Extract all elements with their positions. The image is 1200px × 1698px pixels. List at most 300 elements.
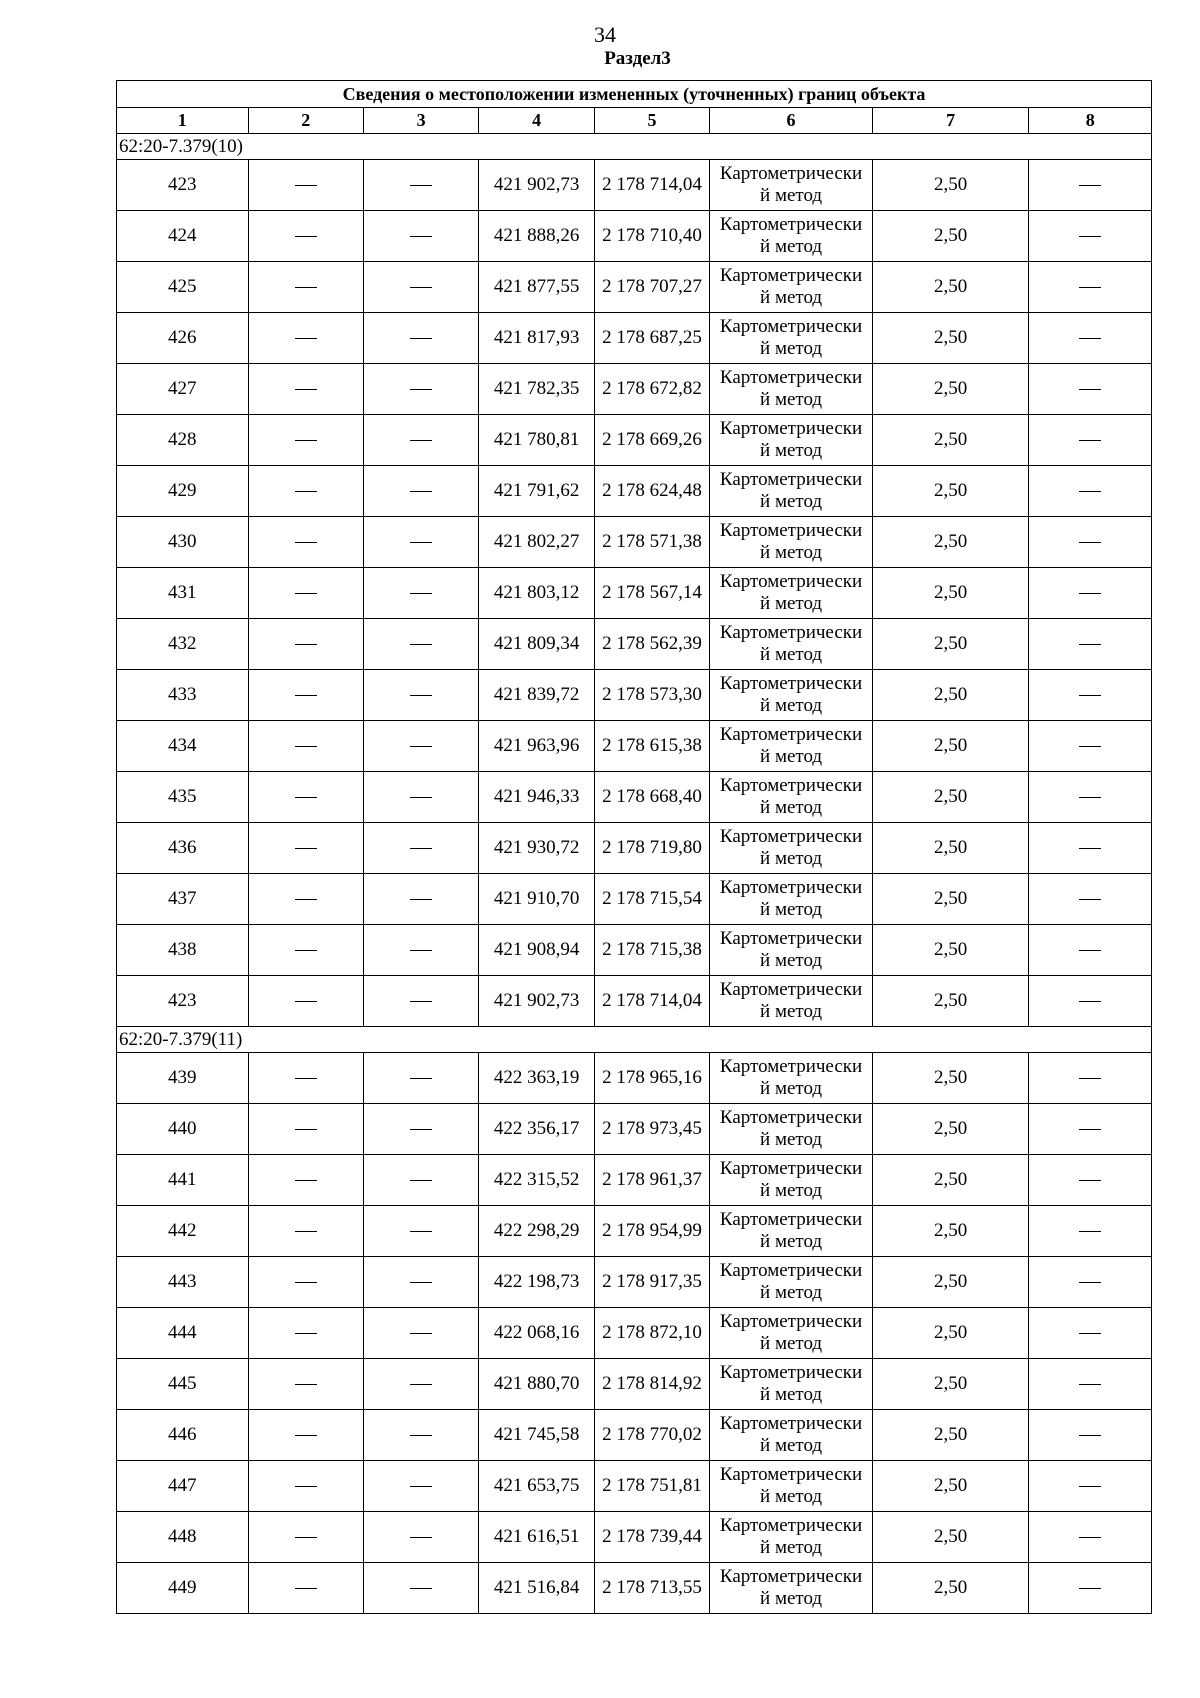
empty-value-cell	[1029, 1563, 1152, 1614]
x-coordinate-cell: 422 198,73	[479, 1257, 594, 1308]
method-cell	[710, 772, 873, 823]
method-cell	[710, 823, 873, 874]
dash-mark	[1079, 1231, 1101, 1232]
x-coordinate-cell: 421 888,26	[479, 211, 594, 262]
point-number-cell: 438	[117, 925, 249, 976]
dash-mark	[1079, 1588, 1101, 1589]
method-cell	[710, 1512, 873, 1563]
dash-mark	[1079, 644, 1101, 645]
empty-value-cell	[363, 1053, 478, 1104]
method-line-1: Картометрически	[719, 571, 863, 592]
y-coordinate-cell: 2 178 954,99	[594, 1206, 709, 1257]
dash-mark	[1079, 746, 1101, 747]
precision-cell: 2,50	[872, 772, 1029, 823]
y-coordinate-cell: 2 178 961,37	[594, 1155, 709, 1206]
precision-cell: 2,50	[872, 313, 1029, 364]
dash-mark	[295, 338, 317, 339]
dash-mark	[1079, 848, 1101, 849]
dash-mark	[410, 185, 432, 186]
method-cell	[710, 517, 873, 568]
method-cell	[710, 415, 873, 466]
dash-mark	[1079, 1282, 1101, 1283]
y-coordinate-cell: 2 178 751,81	[594, 1461, 709, 1512]
precision-cell: 2,50	[872, 670, 1029, 721]
dash-mark	[410, 746, 432, 747]
dash-mark	[295, 1231, 317, 1232]
dash-mark	[295, 1282, 317, 1283]
dash-mark	[1079, 338, 1101, 339]
method-line-2: й метод	[760, 1001, 823, 1022]
empty-value-cell	[248, 1257, 363, 1308]
section-title: Раздел3	[604, 48, 671, 69]
point-number-cell: 432	[117, 619, 249, 670]
method-line-2: й метод	[760, 542, 823, 563]
dash-mark	[295, 1180, 317, 1181]
dash-mark	[410, 1231, 432, 1232]
method-line-2: й метод	[760, 287, 823, 308]
x-coordinate-cell: 421 877,55	[479, 262, 594, 313]
dash-mark	[410, 1537, 432, 1538]
method-line-2: й метод	[760, 1537, 823, 1558]
method-line-2: й метод	[760, 695, 823, 716]
x-coordinate-cell: 421 780,81	[479, 415, 594, 466]
method-line-1: Картометрически	[719, 214, 863, 235]
dash-mark	[410, 1588, 432, 1589]
method-line-2: й метод	[760, 1129, 823, 1150]
y-coordinate-cell: 2 178 707,27	[594, 262, 709, 313]
precision-cell: 2,50	[872, 1053, 1029, 1104]
empty-value-cell	[248, 211, 363, 262]
precision-cell: 2,50	[872, 211, 1029, 262]
table-row	[117, 1206, 1152, 1257]
y-coordinate-cell: 2 178 770,02	[594, 1410, 709, 1461]
empty-value-cell	[248, 568, 363, 619]
dash-mark	[410, 848, 432, 849]
method-line-1: Картометрически	[719, 1158, 863, 1179]
x-coordinate-cell: 421 653,75	[479, 1461, 594, 1512]
empty-value-cell	[363, 466, 478, 517]
group-label: 62:20-7.379(10)	[117, 134, 1152, 160]
precision-cell: 2,50	[872, 1257, 1029, 1308]
dash-mark	[410, 593, 432, 594]
precision-cell: 2,50	[872, 1308, 1029, 1359]
empty-value-cell	[1029, 1104, 1152, 1155]
dash-mark	[410, 1435, 432, 1436]
empty-value-cell	[1029, 262, 1152, 313]
column-number: 6	[710, 108, 873, 134]
method-line-1: Картометрически	[719, 316, 863, 337]
method-line-2: й метод	[760, 1384, 823, 1405]
empty-value-cell	[1029, 364, 1152, 415]
x-coordinate-cell: 421 839,72	[479, 670, 594, 721]
method-line-1: Картометрически	[719, 673, 863, 694]
empty-value-cell	[248, 1563, 363, 1614]
table-row	[117, 925, 1152, 976]
empty-value-cell	[248, 262, 363, 313]
method-line-2: й метод	[760, 746, 823, 767]
point-number-cell: 434	[117, 721, 249, 772]
empty-value-cell	[363, 364, 478, 415]
column-number: 2	[248, 108, 363, 134]
method-line-2: й метод	[760, 236, 823, 257]
x-coordinate-cell: 421 946,33	[479, 772, 594, 823]
x-coordinate-cell: 421 616,51	[479, 1512, 594, 1563]
precision-cell: 2,50	[872, 925, 1029, 976]
dash-mark	[1079, 950, 1101, 951]
x-coordinate-cell: 421 516,84	[479, 1563, 594, 1614]
empty-value-cell	[1029, 1257, 1152, 1308]
group-row	[117, 1027, 1152, 1053]
empty-value-cell	[1029, 670, 1152, 721]
empty-value-cell	[363, 1104, 478, 1155]
method-line-2: й метод	[760, 1486, 823, 1507]
point-number-cell: 429	[117, 466, 249, 517]
empty-value-cell	[248, 1308, 363, 1359]
x-coordinate-cell: 421 745,58	[479, 1410, 594, 1461]
empty-value-cell	[248, 313, 363, 364]
method-line-2: й метод	[760, 1282, 823, 1303]
table-row	[117, 1359, 1152, 1410]
precision-cell: 2,50	[872, 262, 1029, 313]
x-coordinate-cell: 421 930,72	[479, 823, 594, 874]
dash-mark	[1079, 1435, 1101, 1436]
table-row	[117, 1410, 1152, 1461]
empty-value-cell	[363, 1257, 478, 1308]
empty-value-cell	[363, 568, 478, 619]
y-coordinate-cell: 2 178 571,38	[594, 517, 709, 568]
point-number-cell: 439	[117, 1053, 249, 1104]
table-row	[117, 517, 1152, 568]
method-line-2: й метод	[760, 491, 823, 512]
empty-value-cell	[363, 1563, 478, 1614]
y-coordinate-cell: 2 178 669,26	[594, 415, 709, 466]
point-number-cell: 442	[117, 1206, 249, 1257]
y-coordinate-cell: 2 178 714,04	[594, 160, 709, 211]
dash-mark	[295, 950, 317, 951]
method-line-1: Картометрически	[719, 469, 863, 490]
empty-value-cell	[363, 619, 478, 670]
empty-value-cell	[1029, 466, 1152, 517]
x-coordinate-cell: 422 356,17	[479, 1104, 594, 1155]
precision-cell: 2,50	[872, 1461, 1029, 1512]
method-line-2: й метод	[760, 593, 823, 614]
y-coordinate-cell: 2 178 687,25	[594, 313, 709, 364]
table-row	[117, 772, 1152, 823]
column-number: 7	[872, 108, 1029, 134]
dash-mark	[295, 1333, 317, 1334]
empty-value-cell	[363, 1359, 478, 1410]
empty-value-cell	[1029, 1461, 1152, 1512]
precision-cell: 2,50	[872, 568, 1029, 619]
method-line-1: Картометрически	[719, 1413, 863, 1434]
method-line-1: Картометрически	[719, 418, 863, 439]
empty-value-cell	[1029, 568, 1152, 619]
empty-value-cell	[363, 415, 478, 466]
empty-value-cell	[363, 160, 478, 211]
dash-mark	[410, 287, 432, 288]
method-cell	[710, 925, 873, 976]
dash-mark	[1079, 1384, 1101, 1385]
dash-mark	[295, 797, 317, 798]
method-line-1: Картометрически	[719, 1464, 863, 1485]
table-row	[117, 262, 1152, 313]
dash-mark	[410, 644, 432, 645]
table-row	[117, 1461, 1152, 1512]
y-coordinate-cell: 2 178 710,40	[594, 211, 709, 262]
dash-mark	[410, 338, 432, 339]
point-number-cell: 423	[117, 976, 249, 1027]
dash-mark	[1079, 542, 1101, 543]
method-line-1: Картометрически	[719, 1566, 863, 1587]
method-line-1: Картометрически	[719, 1311, 863, 1332]
method-line-1: Картометрически	[719, 622, 863, 643]
x-coordinate-cell: 422 068,16	[479, 1308, 594, 1359]
empty-value-cell	[1029, 925, 1152, 976]
empty-value-cell	[248, 1155, 363, 1206]
empty-value-cell	[1029, 211, 1152, 262]
method-line-2: й метод	[760, 1588, 823, 1609]
method-cell	[710, 1257, 873, 1308]
y-coordinate-cell: 2 178 719,80	[594, 823, 709, 874]
empty-value-cell	[1029, 1206, 1152, 1257]
empty-value-cell	[248, 772, 363, 823]
table-row	[117, 364, 1152, 415]
table-row	[117, 1308, 1152, 1359]
precision-cell: 2,50	[872, 1359, 1029, 1410]
point-number-cell: 428	[117, 415, 249, 466]
method-line-1: Картометрически	[719, 1515, 863, 1536]
empty-value-cell	[248, 415, 363, 466]
table-row	[117, 1512, 1152, 1563]
empty-value-cell	[363, 1461, 478, 1512]
column-number: 5	[594, 108, 709, 134]
empty-value-cell	[363, 670, 478, 721]
point-number-cell: 427	[117, 364, 249, 415]
method-line-1: Картометрически	[719, 775, 863, 796]
precision-cell: 2,50	[872, 874, 1029, 925]
method-line-2: й метод	[760, 797, 823, 818]
dash-mark	[1079, 236, 1101, 237]
method-line-2: й метод	[760, 338, 823, 359]
empty-value-cell	[1029, 976, 1152, 1027]
empty-value-cell	[248, 976, 363, 1027]
method-line-2: й метод	[760, 1333, 823, 1354]
precision-cell: 2,50	[872, 160, 1029, 211]
empty-value-cell	[1029, 1512, 1152, 1563]
empty-value-cell	[1029, 1308, 1152, 1359]
y-coordinate-cell: 2 178 739,44	[594, 1512, 709, 1563]
empty-value-cell	[248, 364, 363, 415]
empty-value-cell	[248, 721, 363, 772]
dash-mark	[1079, 899, 1101, 900]
empty-value-cell	[1029, 415, 1152, 466]
dash-mark	[1079, 287, 1101, 288]
point-number-cell: 423	[117, 160, 249, 211]
empty-value-cell	[248, 517, 363, 568]
y-coordinate-cell: 2 178 715,38	[594, 925, 709, 976]
y-coordinate-cell: 2 178 917,35	[594, 1257, 709, 1308]
empty-value-cell	[363, 211, 478, 262]
precision-cell: 2,50	[872, 1410, 1029, 1461]
empty-value-cell	[363, 1410, 478, 1461]
dash-mark	[295, 542, 317, 543]
dash-mark	[1079, 440, 1101, 441]
method-cell	[710, 1410, 873, 1461]
dash-mark	[1079, 797, 1101, 798]
table-row	[117, 823, 1152, 874]
point-number-cell: 433	[117, 670, 249, 721]
table-row	[117, 1257, 1152, 1308]
method-cell	[710, 1104, 873, 1155]
table-row	[117, 568, 1152, 619]
point-number-cell: 441	[117, 1155, 249, 1206]
dash-mark	[295, 695, 317, 696]
precision-cell: 2,50	[872, 517, 1029, 568]
empty-value-cell	[363, 874, 478, 925]
y-coordinate-cell: 2 178 714,04	[594, 976, 709, 1027]
empty-value-cell	[363, 976, 478, 1027]
y-coordinate-cell: 2 178 713,55	[594, 1563, 709, 1614]
dash-mark	[295, 746, 317, 747]
group-label: 62:20-7.379(11)	[117, 1027, 1152, 1053]
table-row	[117, 976, 1152, 1027]
table-row	[117, 619, 1152, 670]
point-number-cell: 436	[117, 823, 249, 874]
column-number-row	[117, 108, 1152, 134]
method-cell	[710, 1308, 873, 1359]
point-number-cell: 431	[117, 568, 249, 619]
dash-mark	[410, 950, 432, 951]
method-line-1: Картометрически	[719, 520, 863, 541]
empty-value-cell	[363, 1308, 478, 1359]
method-line-1: Картометрически	[719, 1107, 863, 1128]
table-row	[117, 415, 1152, 466]
method-line-1: Картометрически	[719, 826, 863, 847]
method-line-1: Картометрически	[719, 877, 863, 898]
method-line-2: й метод	[760, 440, 823, 461]
method-cell	[710, 262, 873, 313]
y-coordinate-cell: 2 178 573,30	[594, 670, 709, 721]
x-coordinate-cell: 421 902,73	[479, 976, 594, 1027]
column-number: 1	[117, 108, 249, 134]
empty-value-cell	[248, 1410, 363, 1461]
precision-cell: 2,50	[872, 364, 1029, 415]
method-line-2: й метод	[760, 950, 823, 971]
method-cell	[710, 1206, 873, 1257]
method-cell	[710, 364, 873, 415]
dash-mark	[410, 1282, 432, 1283]
table-row	[117, 670, 1152, 721]
table-row	[117, 1104, 1152, 1155]
empty-value-cell	[363, 1206, 478, 1257]
method-cell	[710, 568, 873, 619]
column-number: 8	[1029, 108, 1152, 134]
dash-mark	[410, 1384, 432, 1385]
dash-mark	[295, 185, 317, 186]
method-cell	[710, 1155, 873, 1206]
method-line-1: Картометрически	[719, 1209, 863, 1230]
point-number-cell: 440	[117, 1104, 249, 1155]
x-coordinate-cell: 421 910,70	[479, 874, 594, 925]
method-line-1: Картометрически	[719, 265, 863, 286]
empty-value-cell	[1029, 1155, 1152, 1206]
method-line-2: й метод	[760, 389, 823, 410]
empty-value-cell	[248, 619, 363, 670]
method-line-1: Картометрически	[719, 1056, 863, 1077]
dash-mark	[295, 1384, 317, 1385]
dash-mark	[295, 440, 317, 441]
dash-mark	[295, 644, 317, 645]
x-coordinate-cell: 422 298,29	[479, 1206, 594, 1257]
point-number-cell: 445	[117, 1359, 249, 1410]
point-number-cell: 430	[117, 517, 249, 568]
point-number-cell: 426	[117, 313, 249, 364]
empty-value-cell	[1029, 823, 1152, 874]
empty-value-cell	[248, 1053, 363, 1104]
y-coordinate-cell: 2 178 814,92	[594, 1359, 709, 1410]
method-line-1: Картометрически	[719, 163, 863, 184]
x-coordinate-cell: 421 908,94	[479, 925, 594, 976]
dash-mark	[410, 1129, 432, 1130]
empty-value-cell	[363, 262, 478, 313]
dash-mark	[410, 236, 432, 237]
empty-value-cell	[248, 1461, 363, 1512]
y-coordinate-cell: 2 178 567,14	[594, 568, 709, 619]
table-row	[117, 160, 1152, 211]
dash-mark	[295, 1537, 317, 1538]
empty-value-cell	[248, 874, 363, 925]
method-cell	[710, 211, 873, 262]
point-number-cell: 446	[117, 1410, 249, 1461]
x-coordinate-cell: 422 315,52	[479, 1155, 594, 1206]
x-coordinate-cell: 421 902,73	[479, 160, 594, 211]
dash-mark	[410, 899, 432, 900]
x-coordinate-cell: 421 791,62	[479, 466, 594, 517]
dash-mark	[1079, 1180, 1101, 1181]
dash-mark	[1079, 491, 1101, 492]
empty-value-cell	[248, 823, 363, 874]
method-line-2: й метод	[760, 1078, 823, 1099]
y-coordinate-cell: 2 178 562,39	[594, 619, 709, 670]
dash-mark	[410, 1180, 432, 1181]
point-number-cell: 449	[117, 1563, 249, 1614]
point-number-cell: 443	[117, 1257, 249, 1308]
y-coordinate-cell: 2 178 615,38	[594, 721, 709, 772]
dash-mark	[295, 1129, 317, 1130]
dash-mark	[295, 848, 317, 849]
empty-value-cell	[1029, 313, 1152, 364]
y-coordinate-cell: 2 178 715,54	[594, 874, 709, 925]
dash-mark	[295, 491, 317, 492]
method-line-1: Картометрически	[719, 724, 863, 745]
dash-mark	[295, 1588, 317, 1589]
dash-mark	[410, 1001, 432, 1002]
dash-mark	[1079, 389, 1101, 390]
precision-cell: 2,50	[872, 619, 1029, 670]
dash-mark	[295, 287, 317, 288]
empty-value-cell	[363, 823, 478, 874]
dash-mark	[295, 389, 317, 390]
table-row	[117, 466, 1152, 517]
y-coordinate-cell: 2 178 672,82	[594, 364, 709, 415]
x-coordinate-cell: 421 803,12	[479, 568, 594, 619]
dash-mark	[410, 542, 432, 543]
precision-cell: 2,50	[872, 1563, 1029, 1614]
dash-mark	[410, 695, 432, 696]
method-cell	[710, 1563, 873, 1614]
dash-mark	[295, 899, 317, 900]
dash-mark	[295, 1001, 317, 1002]
